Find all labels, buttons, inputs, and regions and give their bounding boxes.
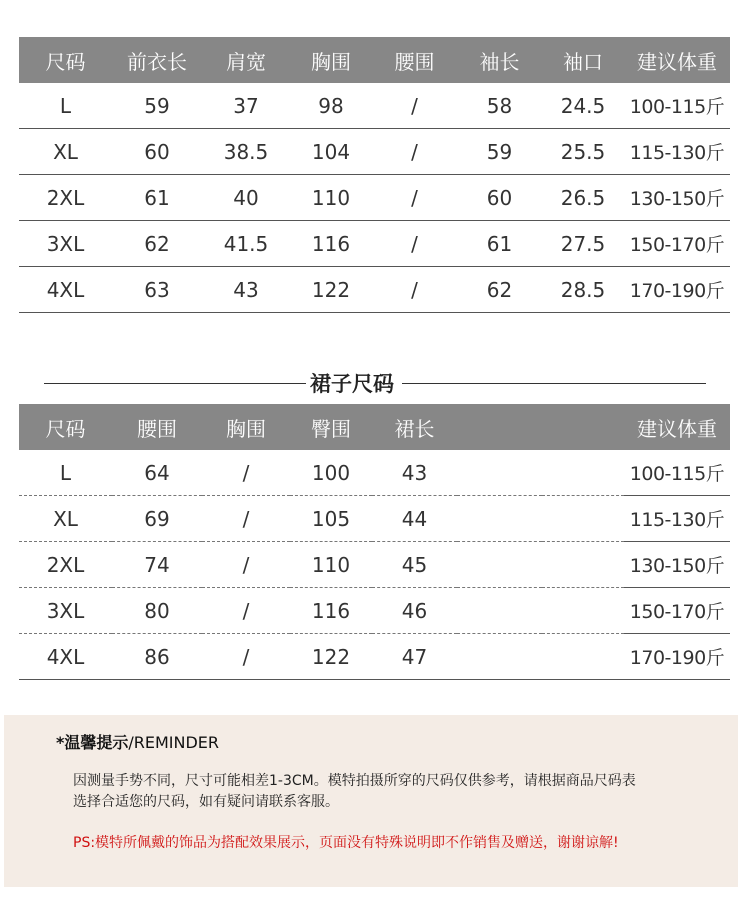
cell: / [202, 634, 290, 680]
reminder-line-1: 因测量手势不同，尺寸可能相差1-3CM。模特拍摄所穿的尺码仅供参考，请根据商品尺码表 [73, 773, 636, 789]
cell: 59 [457, 129, 542, 175]
cell: / [202, 496, 290, 542]
cell: 86 [112, 634, 202, 680]
header-empty [542, 404, 624, 450]
cell: 115-130斤 [624, 129, 730, 175]
table-row [19, 496, 730, 542]
header-size: 尺码 [19, 404, 112, 450]
cell: 40 [202, 175, 290, 221]
cell: XL [19, 496, 112, 542]
cell: 2XL [19, 542, 112, 588]
cell: / [202, 450, 290, 496]
cell [542, 542, 624, 588]
cell: 46 [372, 588, 457, 634]
cell [457, 542, 542, 588]
cell: XL [19, 129, 112, 175]
reminder-line-2: 选择合适您的尺码，如有疑问请联系客服。 [73, 794, 339, 810]
header-weight: 建议体重 [624, 404, 730, 450]
cell: 47 [372, 634, 457, 680]
table-row [19, 267, 730, 313]
header-empty [457, 404, 542, 450]
cell: 80 [112, 588, 202, 634]
cell: / [202, 588, 290, 634]
cell: 170-190斤 [624, 267, 730, 313]
table-header-row [19, 37, 730, 83]
header-sleeve-length: 袖长 [457, 37, 542, 83]
table-row [19, 450, 730, 496]
cell: 62 [457, 267, 542, 313]
reminder-ps: PS:模特所佩戴的饰品为搭配效果展示，页面没有特殊说明即不作销售及赠送，谢谢谅解! [73, 835, 619, 851]
table-row [19, 542, 730, 588]
cell: 63 [112, 267, 202, 313]
cell: 130-150斤 [624, 175, 730, 221]
cell: 116 [290, 588, 372, 634]
cell: / [372, 267, 457, 313]
cell: 110 [290, 175, 372, 221]
cell: 25.5 [542, 129, 624, 175]
reminder-title-cn: *温馨提示 [56, 733, 129, 752]
header-cuff: 袖口 [542, 37, 624, 83]
cell [542, 634, 624, 680]
cell: 4XL [19, 634, 112, 680]
table-header-row [19, 404, 730, 450]
cell: 60 [457, 175, 542, 221]
header-hip: 臀围 [290, 404, 372, 450]
cell: / [372, 83, 457, 129]
cell: / [372, 221, 457, 267]
cell: 100-115斤 [624, 83, 730, 129]
cell [457, 450, 542, 496]
cell: 130-150斤 [624, 542, 730, 588]
cell: 74 [112, 542, 202, 588]
cell: 122 [290, 267, 372, 313]
header-front-length: 前衣长 [112, 37, 202, 83]
cell: 116 [290, 221, 372, 267]
cell: / [372, 129, 457, 175]
cell: 37 [202, 83, 290, 129]
cell: 100 [290, 450, 372, 496]
cell: 104 [290, 129, 372, 175]
table-row [19, 129, 730, 175]
table-row [19, 634, 730, 680]
cell: 3XL [19, 588, 112, 634]
cell: 38.5 [202, 129, 290, 175]
cell: 24.5 [542, 83, 624, 129]
cell: 27.5 [542, 221, 624, 267]
cell: / [202, 542, 290, 588]
cell: 150-170斤 [624, 588, 730, 634]
cell: 28.5 [542, 267, 624, 313]
cell: / [372, 175, 457, 221]
header-bust: 胸围 [290, 37, 372, 83]
cell: 59 [112, 83, 202, 129]
cell: 100-115斤 [624, 450, 730, 496]
header-waist: 腰围 [372, 37, 457, 83]
cell: 2XL [19, 175, 112, 221]
cell: 43 [372, 450, 457, 496]
divider-line [402, 383, 706, 384]
cell: 58 [457, 83, 542, 129]
cell: 44 [372, 496, 457, 542]
cell [457, 496, 542, 542]
cell: 60 [112, 129, 202, 175]
table-row [19, 175, 730, 221]
size-table-skirt [19, 404, 730, 680]
cell: 110 [290, 542, 372, 588]
reminder-title [56, 730, 219, 753]
cell: 41.5 [202, 221, 290, 267]
cell [542, 450, 624, 496]
size-table-top [19, 37, 730, 313]
cell: L [19, 83, 112, 129]
cell: 61 [112, 175, 202, 221]
cell: 122 [290, 634, 372, 680]
table-row [19, 221, 730, 267]
skirt-section-title [44, 368, 706, 398]
divider-line [44, 383, 306, 384]
section-heading: 裙子尺码 [310, 372, 394, 396]
cell: 62 [112, 221, 202, 267]
cell: 150-170斤 [624, 221, 730, 267]
header-shoulder: 肩宽 [202, 37, 290, 83]
cell: 26.5 [542, 175, 624, 221]
cell: 3XL [19, 221, 112, 267]
reminder-box [4, 715, 738, 887]
cell: 69 [112, 496, 202, 542]
header-skirt-length: 裙长 [372, 404, 457, 450]
cell: 105 [290, 496, 372, 542]
table-row [19, 588, 730, 634]
cell [542, 588, 624, 634]
cell: 98 [290, 83, 372, 129]
header-waist: 腰围 [112, 404, 202, 450]
header-bust: 胸围 [202, 404, 290, 450]
reminder-title-en: /REMINDER [128, 733, 220, 752]
cell: L [19, 450, 112, 496]
cell: 64 [112, 450, 202, 496]
table-row [19, 83, 730, 129]
header-weight: 建议体重 [624, 37, 730, 83]
reminder-text [73, 771, 713, 813]
cell [457, 634, 542, 680]
cell: 115-130斤 [624, 496, 730, 542]
cell [457, 588, 542, 634]
cell [542, 496, 624, 542]
header-size: 尺码 [19, 37, 112, 83]
cell: 43 [202, 267, 290, 313]
cell: 45 [372, 542, 457, 588]
cell: 4XL [19, 267, 112, 313]
cell: 170-190斤 [624, 634, 730, 680]
cell: 61 [457, 221, 542, 267]
